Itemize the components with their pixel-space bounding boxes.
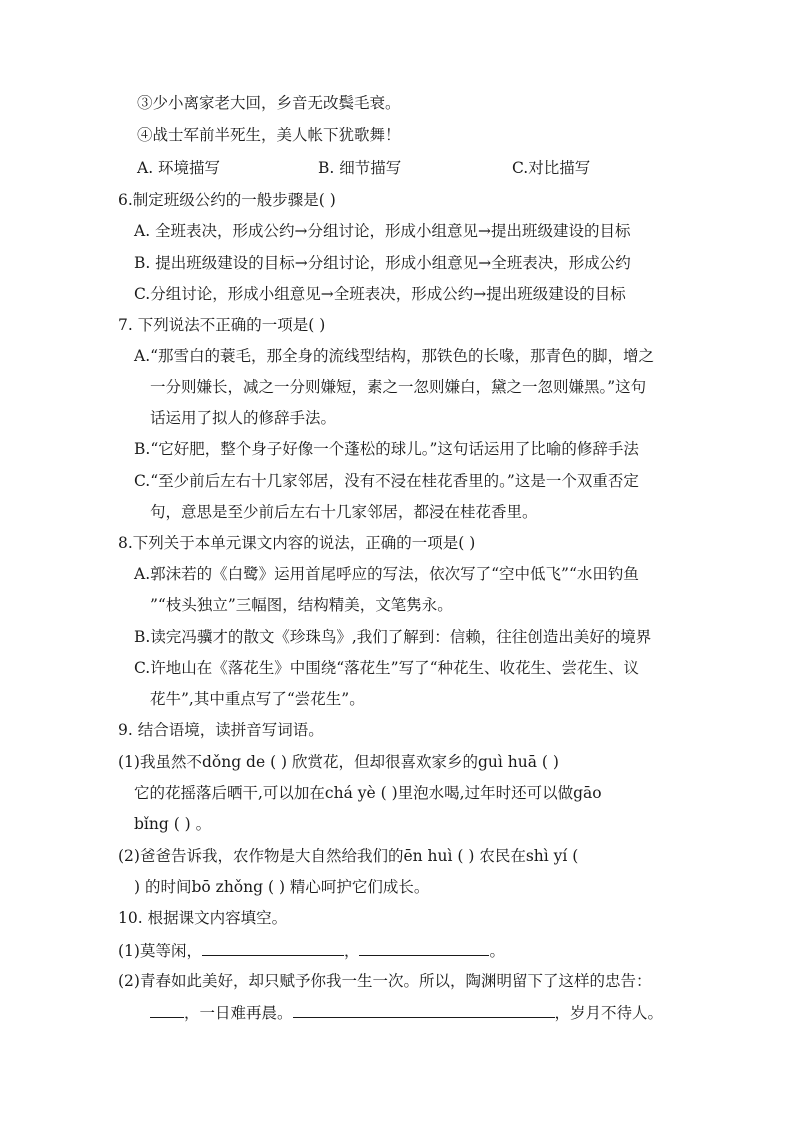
q9-part1-line1: (1)我虽然不dǒng de ( ) 欣赏花，但却很喜欢家乡的guì huā ( ) (118, 753, 559, 771)
q9-part2-line1: (2)爸爸告诉我，农作物是大自然给我们的ēn huì ( ) 农民在shì yí ( (118, 847, 579, 865)
q7-stem: 7. 下列说法不正确的一项是( ) (118, 316, 326, 334)
q6-option-b: B. 提出班级建设的目标→分组讨论，形成小组意见→全班表决，形成公约 (134, 254, 631, 272)
q6-stem: 6.制定班级公约的一般步骤是( ) (118, 191, 336, 209)
q8-option-a-line1: A.郭沫若的《白鹭》运用首尾呼应的写法，依次写了“空中低飞”“水田钓鱼 (134, 565, 639, 583)
q7-option-b: B.“它好肥，整个身子好像一个蓬松的球儿。”这句话运用了比喻的修辞手法 (134, 440, 639, 458)
q5-option-a: A. 环境描写 (137, 159, 221, 177)
q7-option-c-line1: C.“至少前后左右十几家邻居，没有不浸在桂花香里的。”这是一个双重否定 (134, 472, 639, 490)
q7-option-a-line2: 一分则嫌长，减之一分则嫌短，素之一忽则嫌白，黛之一忽则嫌黑。”这句 (150, 378, 647, 396)
q6-option-a: A. 全班表决，形成公约→分组讨论，形成小组意见→提出班级建设的目标 (134, 222, 631, 240)
q9-stem: 9. 结合语境，读拼音写词语。 (118, 721, 324, 739)
line-poem-3: ③少小离家老大回，乡音无改鬓毛衰。 (137, 94, 401, 112)
q7-option-a-line3: 话运用了拟人的修辞手法。 (150, 409, 337, 427)
q10-part1 (118, 940, 505, 961)
q9-part2-line2: ) 的时间bō zhǒng ( ) 精心呵护它们成长。 (134, 878, 430, 896)
q7-option-c-line2: 句，意思是至少前后左右十几家邻居，都浸在桂花香里。 (150, 503, 538, 521)
q10-part2-line2 (150, 1002, 663, 1023)
q5-option-c: C.对比描写 (512, 159, 591, 177)
q10-part2-line1: (2)青春如此美好，却只赋予你我一生一次。所以，陶渊明留下了这样的忠告： (118, 972, 652, 990)
q8-option-c-line1: C.许地山在《落花生》中围绕“落花生”写了“种花生、收花生、尝花生、议 (134, 659, 640, 677)
q7-option-a-line1: A.“那雪白的蓑毛，那全身的流线型结构，那铁色的长喙，那青色的脚，增之 (134, 347, 655, 365)
q5-option-b: B. 细节描写 (318, 159, 402, 177)
q8-stem: 8.下列关于本单元课文内容的说法，正确的一项是( ) (118, 534, 476, 552)
q8-option-b: B.读完冯骥才的散文《珍珠鸟》,我们了解到：信赖，往往创造出美好的境界 (134, 628, 652, 646)
q10-part2-mid: ，一日难再晨。 (184, 1004, 293, 1022)
q8-option-a-line2: ”“枝头独立”三幅图，结构精美，文笔隽永。 (150, 596, 453, 614)
q10-answer-blank-1[interactable] (202, 940, 344, 956)
q10-part1-period: 。 (489, 942, 505, 960)
q8-option-c-line2: 花牛”,其中重点写了“尝花生”。 (150, 690, 365, 708)
q10-part1-comma: ， (343, 942, 360, 960)
q6-option-c: C.分组讨论，形成小组意见→全班表决，形成公约→提出班级建设的目标 (134, 285, 626, 303)
q10-answer-blank-4[interactable] (293, 1002, 555, 1018)
q9-part1-line3: bǐng ( ) 。 (134, 815, 212, 833)
q10-stem: 10. 根据课文内容填空。 (118, 909, 288, 927)
q10-part2-end: ，岁月不待人。 (554, 1004, 664, 1022)
q10-part1-prefix: (1)莫等闲， (118, 942, 202, 960)
q10-answer-blank-3[interactable] (150, 1002, 184, 1018)
q9-part1-line2: 它的花摇落后晒干,可以加在chá yè ( )里泡水喝,过年时还可以做gāo (134, 784, 602, 802)
q10-answer-blank-2[interactable] (359, 940, 489, 956)
line-poem-4: ④战士军前半死生，美人帐下犹歌舞！ (137, 126, 401, 144)
